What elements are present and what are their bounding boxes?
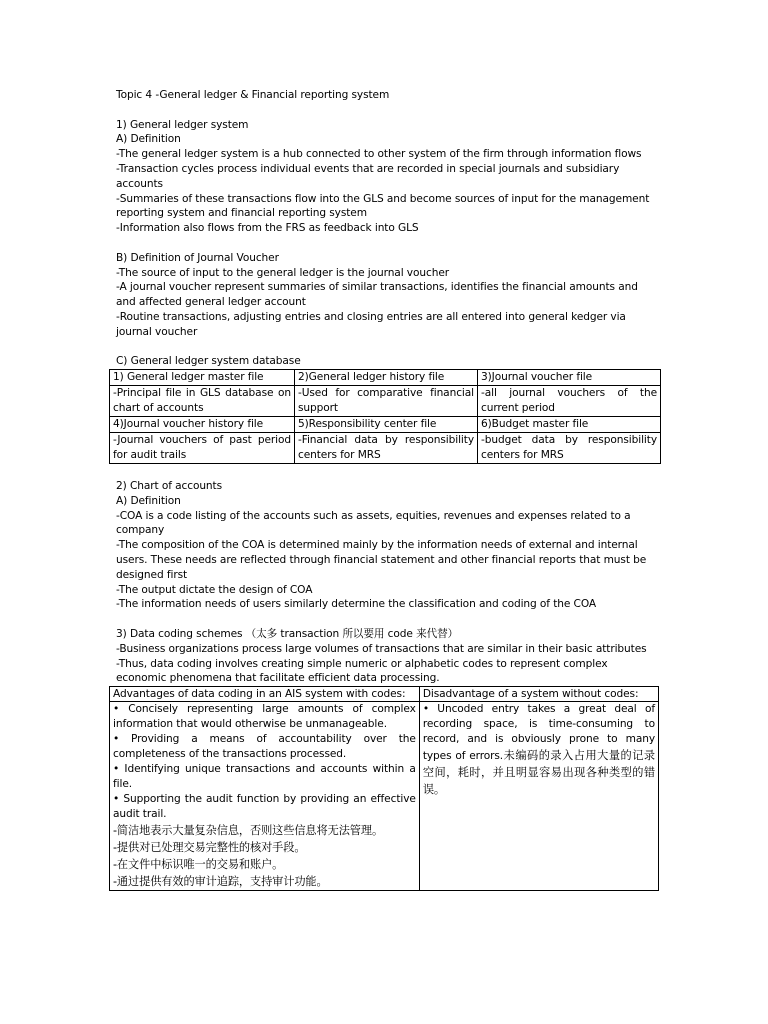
paragraph-line: -Summaries of these transactions flow into the GLS and become sources of input for the management reporting system and financial reporting system (116, 192, 650, 220)
section-2-heading: 2) Chart of accounts (116, 479, 223, 492)
table-row (110, 433, 661, 464)
table-cell: -Financial data by responsibility centers for MRS (295, 433, 478, 464)
paragraph-line: -Information also flows from the FRS as feedback into GLS (116, 222, 419, 235)
paragraph-line: -The information needs of users similarly determine the classification and coding of the COA (116, 598, 597, 611)
list-item: • Concisely representing large amounts of complex information that would otherwise be unmanageable. (113, 703, 416, 731)
table-cell: 6)Budget master file (478, 417, 661, 433)
section-1b-heading: B) Definition of Journal Voucher (116, 251, 279, 264)
paragraph-line: -Business organizations process large volumes of transactions that are similar in their basic attributes (116, 642, 647, 655)
disadvantage-text: • Uncoded entry takes a great deal of recording space, is time-consuming to record, and is obviously prone to many types of errors. (422, 703, 655, 763)
paragraph-line: -Transaction cycles process individual events that are recorded in special journals and subsidiary accounts (116, 162, 620, 190)
paragraph-line: -The source of input to the general ledger is the journal voucher (116, 266, 449, 279)
paragraph-line: -Thus, data coding involves creating simple numeric or alphabetic codes to represent complex economic phenomena that facilitate efficient data processing. (116, 657, 608, 685)
paragraph-line: -The composition of the COA is determined mainly by the information needs of external and internal users. These needs are reflected through financial statement and other financial reports that must be designed first (116, 539, 647, 581)
table-row (110, 370, 661, 386)
table-row (110, 386, 661, 417)
paragraph-line: -Routine transactions, adjusting entries and closing entries are all entered into general kedger via journal voucher (116, 310, 626, 338)
paragraph-line: -A journal voucher represent summaries of similar transactions, identifies the financial amounts and and affected general ledger account (116, 281, 638, 309)
table-cell: 5)Responsibility center file (295, 417, 478, 433)
document-title: Topic 4 -General ledger & Financial reporting system (116, 89, 390, 101)
disadvantages-cell (419, 702, 658, 891)
list-item-chinese: -通过提供有效的审计追踪，支持审计功能。 (113, 875, 328, 889)
advantages-header: Advantages of data coding in an AIS system with codes: (110, 687, 420, 702)
table-row (110, 702, 659, 891)
list-item: • Providing a means of accountability over the completeness of the transactions processed. (113, 733, 416, 761)
table-cell: 4)Journal voucher history file (110, 417, 295, 433)
section-1-heading: 1) General ledger system (116, 118, 249, 131)
section-1a-heading: A) Definition (116, 133, 181, 146)
gls-database-table (109, 369, 661, 464)
document-page (113, 88, 660, 891)
list-item: • Identifying unique transactions and accounts within a file. (113, 763, 416, 791)
disadvantage-text-chinese: 未编码的录入占用大量的记录空间，耗时，并且明显容易出现各种类型的错误。 (422, 749, 655, 797)
paragraph-line: -The output dictate the design of COA (116, 583, 313, 596)
table-header-row (110, 687, 659, 702)
list-item-chinese: -提供对已处理交易完整性的核对手段。 (113, 841, 306, 855)
section-3-heading: 3) Data coding schemes （太多 transaction 所以要用 code 来代替） (116, 627, 459, 640)
advantages-cell (110, 702, 420, 891)
list-item-chinese: -简洁地表示大量复杂信息，否则这些信息将无法管理。 (113, 824, 384, 838)
table-cell: -all journal vouchers of the current period (478, 386, 661, 417)
paragraph-line: -The general ledger system is a hub connected to other system of the firm through information flows (116, 148, 642, 161)
table-cell: -Principal file in GLS database on chart of accounts (110, 386, 295, 417)
table-cell: 1) General ledger master file (110, 370, 295, 386)
list-item-chinese: -在文件中标识唯一的交易和账户。 (113, 858, 284, 872)
table-cell: -Journal vouchers of past period for audit trails (110, 433, 295, 464)
coding-comparison-table (109, 686, 659, 891)
paragraph-line: -COA is a code listing of the accounts such as assets, equities, revenues and expenses related to a company (116, 509, 631, 537)
table-cell: 2)General ledger history file (295, 370, 478, 386)
disadvantages-header: Disadvantage of a system without codes: (419, 687, 658, 702)
table-cell: -budget data by responsibility centers for MRS (478, 433, 661, 464)
section-2a-heading: A) Definition (116, 494, 181, 507)
table-row (110, 417, 661, 433)
list-item: • Supporting the audit function by providing an effective audit trail. (113, 793, 416, 821)
section-1c-heading: C) General ledger system database (116, 355, 301, 368)
table-cell: -Used for comparative financial support (295, 386, 478, 417)
table-cell: 3)Journal voucher file (478, 370, 661, 386)
